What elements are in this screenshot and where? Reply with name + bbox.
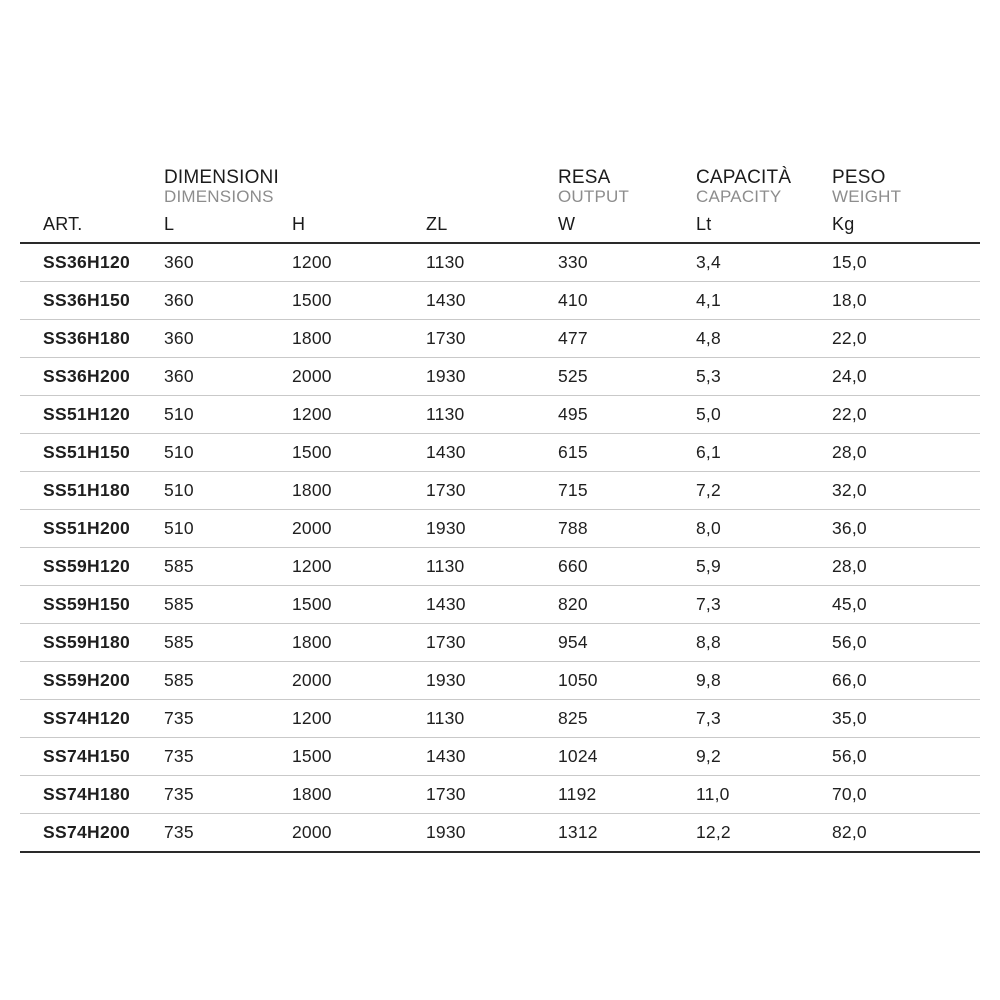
cell-lt: 9,8 [694,662,830,700]
cell-h: 1200 [290,243,424,282]
group-header-capacity-it: CAPACITÀ [696,167,792,188]
cell-l: 360 [162,243,290,282]
cell-art: SS51H150 [20,434,162,472]
group-header-row [20,168,980,208]
cell-lt: 8,8 [694,624,830,662]
table-row [20,662,980,700]
cell-lt: 7,2 [694,472,830,510]
cell-w: 1192 [556,776,694,814]
column-header-lt: Lt [694,208,830,243]
table-row [20,510,980,548]
table-row [20,814,980,853]
cell-art: SS36H150 [20,282,162,320]
table-row [20,738,980,776]
cell-art: SS74H150 [20,738,162,776]
group-header-dimensions-it: DIMENSIONI [164,167,279,188]
cell-lt: 8,0 [694,510,830,548]
cell-l: 735 [162,814,290,853]
cell-l: 585 [162,662,290,700]
cell-h: 2000 [290,358,424,396]
table-head [20,168,980,243]
cell-h: 1500 [290,434,424,472]
column-header-zl: ZL [424,208,556,243]
cell-w: 1050 [556,662,694,700]
cell-art: SS51H180 [20,472,162,510]
cell-h: 1800 [290,472,424,510]
group-header-output [556,168,694,208]
group-header-output-en: OUTPUT [558,187,630,207]
group-header-empty [20,168,162,208]
column-header-h: H [290,208,424,243]
cell-art: SS36H180 [20,320,162,358]
cell-w: 825 [556,700,694,738]
cell-zl: 1130 [424,700,556,738]
cell-lt: 5,3 [694,358,830,396]
group-header-weight [830,168,980,208]
cell-l: 360 [162,358,290,396]
table-row [20,776,980,814]
cell-l: 510 [162,510,290,548]
cell-w: 820 [556,586,694,624]
table-row [20,396,980,434]
cell-lt: 4,8 [694,320,830,358]
cell-l: 735 [162,738,290,776]
cell-w: 1312 [556,814,694,853]
cell-w: 715 [556,472,694,510]
table-row [20,320,980,358]
cell-w: 660 [556,548,694,586]
table-row [20,472,980,510]
group-header-dimensions [162,168,556,208]
cell-zl: 1430 [424,586,556,624]
cell-lt: 6,1 [694,434,830,472]
cell-art: SS51H120 [20,396,162,434]
column-header-l: L [162,208,290,243]
group-header-dimensions-en: DIMENSIONS [164,187,274,207]
cell-h: 1500 [290,738,424,776]
cell-art: SS74H120 [20,700,162,738]
column-header-w: W [556,208,694,243]
table-row [20,243,980,282]
cell-l: 360 [162,320,290,358]
cell-kg: 56,0 [830,738,980,776]
cell-h: 1200 [290,700,424,738]
cell-l: 510 [162,396,290,434]
cell-w: 954 [556,624,694,662]
group-header-capacity-en: CAPACITY [696,187,782,207]
cell-lt: 5,9 [694,548,830,586]
cell-kg: 56,0 [830,624,980,662]
cell-art: SS59H180 [20,624,162,662]
table-row [20,624,980,662]
cell-kg: 28,0 [830,548,980,586]
cell-l: 735 [162,700,290,738]
cell-h: 1800 [290,320,424,358]
cell-art: SS51H200 [20,510,162,548]
cell-h: 1500 [290,282,424,320]
cell-kg: 22,0 [830,320,980,358]
cell-lt: 11,0 [694,776,830,814]
cell-zl: 1130 [424,396,556,434]
cell-lt: 12,2 [694,814,830,853]
cell-zl: 1430 [424,282,556,320]
cell-l: 585 [162,624,290,662]
cell-kg: 15,0 [830,243,980,282]
cell-h: 1200 [290,548,424,586]
cell-l: 585 [162,586,290,624]
cell-art: SS36H120 [20,243,162,282]
cell-zl: 1930 [424,662,556,700]
cell-h: 2000 [290,510,424,548]
cell-lt: 9,2 [694,738,830,776]
cell-w: 495 [556,396,694,434]
cell-lt: 4,1 [694,282,830,320]
cell-w: 1024 [556,738,694,776]
cell-h: 2000 [290,662,424,700]
cell-zl: 1930 [424,358,556,396]
cell-w: 788 [556,510,694,548]
cell-h: 1800 [290,776,424,814]
cell-h: 1500 [290,586,424,624]
cell-zl: 1130 [424,243,556,282]
cell-kg: 70,0 [830,776,980,814]
cell-zl: 1930 [424,510,556,548]
table-row [20,434,980,472]
cell-w: 410 [556,282,694,320]
cell-l: 585 [162,548,290,586]
cell-kg: 82,0 [830,814,980,853]
cell-kg: 28,0 [830,434,980,472]
cell-zl: 1730 [424,624,556,662]
group-header-weight-en: WEIGHT [832,187,902,207]
cell-w: 525 [556,358,694,396]
table-row [20,358,980,396]
column-header-kg: Kg [830,208,980,243]
group-header-capacity [694,168,830,208]
cell-zl: 1730 [424,776,556,814]
cell-kg: 32,0 [830,472,980,510]
table-body [20,243,980,852]
cell-w: 330 [556,243,694,282]
cell-art: SS59H200 [20,662,162,700]
cell-l: 510 [162,472,290,510]
group-header-weight-it: PESO [832,167,886,188]
cell-art: SS59H150 [20,586,162,624]
cell-kg: 36,0 [830,510,980,548]
table-row [20,282,980,320]
cell-l: 510 [162,434,290,472]
cell-lt: 7,3 [694,586,830,624]
cell-lt: 5,0 [694,396,830,434]
cell-h: 2000 [290,814,424,853]
cell-art: SS36H200 [20,358,162,396]
column-header-row [20,208,980,243]
column-header-art: ART. [20,208,162,243]
cell-kg: 35,0 [830,700,980,738]
cell-zl: 1430 [424,738,556,776]
cell-w: 615 [556,434,694,472]
table-row [20,586,980,624]
cell-art: SS74H180 [20,776,162,814]
cell-lt: 3,4 [694,243,830,282]
cell-art: SS74H200 [20,814,162,853]
specifications-table [20,168,980,853]
cell-zl: 1130 [424,548,556,586]
cell-zl: 1730 [424,320,556,358]
cell-zl: 1730 [424,472,556,510]
cell-kg: 45,0 [830,586,980,624]
cell-kg: 22,0 [830,396,980,434]
group-header-output-it: RESA [558,167,611,188]
cell-kg: 24,0 [830,358,980,396]
cell-l: 735 [162,776,290,814]
cell-kg: 66,0 [830,662,980,700]
cell-kg: 18,0 [830,282,980,320]
cell-h: 1200 [290,396,424,434]
cell-w: 477 [556,320,694,358]
cell-zl: 1930 [424,814,556,853]
table-row [20,548,980,586]
cell-h: 1800 [290,624,424,662]
cell-lt: 7,3 [694,700,830,738]
table-row [20,700,980,738]
cell-art: SS59H120 [20,548,162,586]
cell-zl: 1430 [424,434,556,472]
cell-l: 360 [162,282,290,320]
